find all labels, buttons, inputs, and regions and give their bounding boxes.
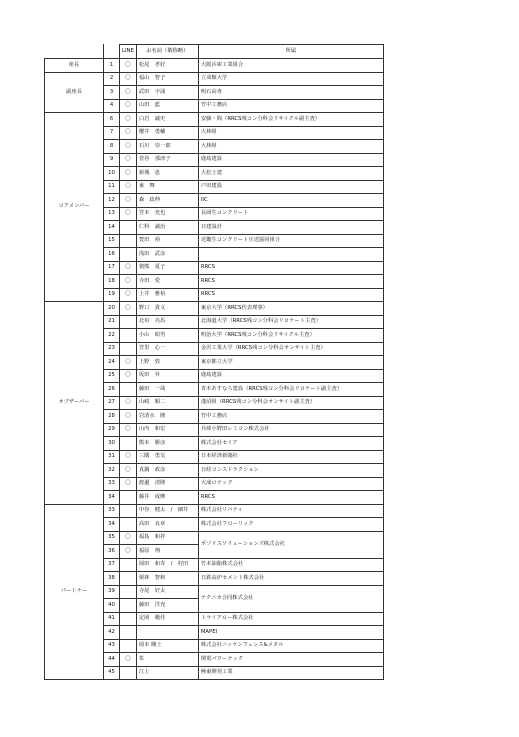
line-mark: [120, 504, 137, 518]
row-number: 10: [104, 167, 120, 181]
row-number: 19: [104, 288, 120, 302]
member-affiliation: 東京大学（RRCS代表理事）: [198, 302, 383, 316]
member-affiliation: RRCS: [198, 275, 383, 289]
line-mark: [120, 585, 137, 599]
member-affiliation: 明石高専: [198, 86, 383, 100]
member-name: 小山 昭男: [136, 329, 198, 343]
line-mark: 〇: [120, 194, 137, 208]
line-mark: 〇: [120, 464, 137, 478]
line-mark: [120, 221, 137, 235]
line-mark: [120, 599, 137, 613]
member-name: 武田 宇浦: [136, 86, 198, 100]
line-mark: [120, 558, 137, 572]
member-name: 新城 恵: [136, 167, 198, 181]
line-mark: [120, 248, 137, 262]
member-affiliation: 金沢工業大学（RRCS残コン分科会オンサイト主査）: [198, 342, 383, 356]
row-number: 1: [104, 59, 120, 73]
member-affiliation: 安藤・間（RRCS残コン分科会リサイクル副主査）: [198, 113, 383, 127]
member-affiliation: RRCS: [198, 261, 383, 275]
row-number: 2: [104, 72, 120, 86]
role-group-label: 座長: [45, 59, 104, 73]
line-mark: [120, 572, 137, 586]
row-number: 32: [104, 464, 120, 478]
member-affiliation: 株式会社セイア: [198, 437, 383, 451]
row-number: 16: [104, 248, 120, 262]
line-mark: 〇: [120, 113, 137, 127]
member-affiliation: 大成ロテック: [198, 477, 383, 491]
header-org: 所属: [198, 45, 383, 59]
table-row: [45, 504, 384, 518]
member-name: 藤田 洋充: [136, 599, 198, 613]
row-number: 18: [104, 275, 120, 289]
row-number: 33: [104, 504, 120, 518]
member-affiliation: 株式会社ニッケンフェンス&メタル: [198, 639, 383, 653]
table-row: [45, 302, 384, 316]
member-affiliation: 関電パワーテック: [198, 653, 383, 667]
member-name: 定岡 範佳: [136, 612, 198, 626]
row-number: 28: [104, 410, 120, 424]
row-number: 40: [104, 599, 120, 613]
member-affiliation: 青木あすなろ建設（RRCS残コン分科会リロケート副主査）: [198, 383, 383, 397]
member-affiliation: 日本経済新聞社: [198, 450, 383, 464]
member-affiliation: [198, 248, 383, 262]
member-name: 山内 和宏: [136, 423, 198, 437]
line-mark: [120, 383, 137, 397]
member-name: 福山 智子: [136, 72, 198, 86]
line-mark: [120, 518, 137, 532]
member-affiliation: トライアロー株式会社: [198, 612, 383, 626]
header-line: LINE: [120, 45, 137, 59]
member-affiliation: 東京都立大学: [198, 356, 383, 370]
member-name: 土井 雅裕: [136, 288, 198, 302]
line-mark: 〇: [120, 356, 137, 370]
row-number: 14: [104, 221, 120, 235]
row-number: 25: [104, 369, 120, 383]
line-mark: [120, 639, 137, 653]
member-affiliation: RRCS: [198, 491, 383, 505]
line-mark: 〇: [120, 126, 137, 140]
member-name: 三隅 勇気: [136, 450, 198, 464]
row-number: 26: [104, 383, 120, 397]
member-name: 寺尾 好太: [136, 585, 198, 599]
row-number: 35: [104, 531, 120, 545]
line-mark: [120, 437, 137, 451]
row-number: 3: [104, 86, 120, 100]
member-name: 豊田 裕: [136, 234, 198, 248]
member-name: 熊本 勝彦: [136, 437, 198, 451]
member-affiliation: 兵庫小野田レミコン株式会社: [198, 423, 383, 437]
member-name: 北垣 亮馬: [136, 315, 198, 329]
row-number: 37: [104, 558, 120, 572]
row-number: 17: [104, 261, 120, 275]
member-name: 東 舞: [136, 180, 198, 194]
member-name: 岡本 剛士: [136, 639, 198, 653]
line-mark: 〇: [120, 207, 137, 221]
line-mark: 〇: [120, 545, 137, 559]
row-number: 21: [104, 315, 120, 329]
line-mark: [120, 342, 137, 356]
line-mark: 〇: [120, 477, 137, 491]
role-group-label: 副座長: [45, 72, 104, 113]
table-row: [45, 59, 384, 73]
member-name: 藤田 一哉: [136, 383, 198, 397]
member-affiliation: 鹿島建設: [198, 153, 383, 167]
member-name: 高田 良章: [136, 518, 198, 532]
member-table: [44, 44, 384, 680]
member-affiliation: 日経コンストラクション: [198, 464, 383, 478]
row-number: 13: [104, 207, 120, 221]
row-number: 24: [104, 356, 120, 370]
line-mark: 〇: [120, 86, 137, 100]
member-name: 山田 藍: [136, 99, 198, 113]
line-mark: [120, 329, 137, 343]
member-affiliation: 北海道大学（RRCS残コン分科会リロケート主査）: [198, 315, 383, 329]
member-affiliation: 竹本油脂株式会社: [198, 558, 383, 572]
member-name: 岩清水 隆: [136, 410, 198, 424]
header-blank-cell: [45, 45, 104, 59]
line-mark: 〇: [120, 180, 137, 194]
member-name: 福島 和祥: [136, 531, 198, 545]
row-number: 12: [104, 194, 120, 208]
row-number: 23: [104, 342, 120, 356]
member-name: 藤井 成摩: [136, 491, 198, 505]
member-name: 岡田 和寿 / 村田: [136, 558, 198, 572]
member-affiliation: 大阪兵庫工業組合: [198, 59, 383, 73]
member-affiliation: テクニカ合同株式会社: [198, 585, 383, 612]
row-number: 33: [104, 477, 120, 491]
line-mark: 〇: [120, 653, 137, 667]
member-affiliation: 戸田建設: [198, 180, 383, 194]
member-affiliation: 日鉄高炉セメント株式会社: [198, 572, 383, 586]
member-name: 坂田 昇: [136, 369, 198, 383]
member-affiliation: 大松土建: [198, 167, 383, 181]
line-mark: 〇: [120, 59, 137, 73]
member-name: 浅田 武彦: [136, 248, 198, 262]
line-mark: 〇: [120, 153, 137, 167]
member-name: [136, 626, 198, 640]
line-mark: 〇: [120, 369, 137, 383]
member-affiliation: 竹中工務店: [198, 410, 383, 424]
table-body: [45, 59, 384, 680]
member-affiliation: ポゾリスソリューションズ株式会社: [198, 531, 383, 558]
line-mark: 〇: [120, 167, 137, 181]
row-number: 31: [104, 450, 120, 464]
member-affiliation: IIC: [198, 194, 383, 208]
member-name: 森 政伸: [136, 194, 198, 208]
header-blank-cell: [104, 45, 120, 59]
row-number: 30: [104, 437, 120, 451]
member-affiliation: 近畿生コンクリート圧送協同組合: [198, 234, 383, 248]
member-name: 山崎 順二: [136, 396, 198, 410]
member-affiliation: 大林組: [198, 140, 383, 154]
row-number: 15: [104, 234, 120, 248]
line-mark: 〇: [120, 531, 137, 545]
row-number: 8: [104, 140, 120, 154]
line-mark: 〇: [120, 302, 137, 316]
row-number: 29: [104, 423, 120, 437]
row-number: 34: [104, 491, 120, 505]
line-mark: [120, 234, 137, 248]
member-name: 栗林 智和: [136, 572, 198, 586]
member-name: 中谷 健太 / 細井: [136, 504, 198, 518]
member-name: 渡邊 清隆: [136, 477, 198, 491]
member-affiliation: 淺沼組（RRCS残コン分科会オンサイト副主査）: [198, 396, 383, 410]
row-number: 38: [104, 572, 120, 586]
member-name: 松尾 孝好: [136, 59, 198, 73]
member-name: 真鍋 政彦: [136, 464, 198, 478]
member-affiliation: 明治大学（RRCS残コン分科会リサイクル主査）: [198, 329, 383, 343]
member-affiliation: 長岡生コンクリート: [198, 207, 383, 221]
row-number: 44: [104, 653, 120, 667]
member-affiliation: RRCS: [198, 288, 383, 302]
line-mark: [120, 612, 137, 626]
member-name: 猪熊 夏子: [136, 261, 198, 275]
table-row: [45, 113, 384, 127]
member-name: 宮里 心一: [136, 342, 198, 356]
line-mark: 〇: [120, 275, 137, 289]
line-mark: 〇: [120, 410, 137, 424]
row-number: 20: [104, 302, 120, 316]
member-name: 福原 翔: [136, 545, 198, 559]
member-affiliation: 立命館大学: [198, 72, 383, 86]
member-name: 石川 崇一郎: [136, 140, 198, 154]
row-number: 42: [104, 626, 120, 640]
row-number: 34: [104, 518, 120, 532]
member-name: 寺田 愛: [136, 275, 198, 289]
member-name: 野口 貴文: [136, 302, 198, 316]
member-name: 菅谷 那津子: [136, 153, 198, 167]
row-number: 4: [104, 99, 120, 113]
line-mark: [120, 315, 137, 329]
member-name: 峯: [136, 653, 198, 667]
member-name: 宮本 充也: [136, 207, 198, 221]
member-name: 仁科 誠治: [136, 221, 198, 235]
line-mark: 〇: [120, 261, 137, 275]
role-group-label: オブザーバー: [45, 302, 104, 505]
member-affiliation: 大林組: [198, 126, 383, 140]
row-number: 45: [104, 666, 120, 680]
line-mark: 〇: [120, 396, 137, 410]
line-mark: 〇: [120, 99, 137, 113]
member-name: 上野 敦: [136, 356, 198, 370]
row-number: 27: [104, 396, 120, 410]
row-number: 43: [104, 639, 120, 653]
line-mark: 〇: [120, 423, 137, 437]
line-mark: 〇: [120, 450, 137, 464]
member-affiliation: 株式会社フローリック: [198, 518, 383, 532]
member-name: 櫻井 勇輔: [136, 126, 198, 140]
table-header-row: [45, 45, 384, 59]
row-number: 22: [104, 329, 120, 343]
member-name: 白岩 誠史: [136, 113, 198, 127]
row-number: 36: [104, 545, 120, 559]
row-number: 9: [104, 153, 120, 167]
header-name: お名前（敬称略）: [136, 45, 198, 59]
line-mark: 〇: [120, 140, 137, 154]
row-number: 41: [104, 612, 120, 626]
row-number: 7: [104, 126, 120, 140]
member-affiliation: 極東開発工業: [198, 666, 383, 680]
member-affiliation: 日建設計: [198, 221, 383, 235]
member-affiliation: MAPEI: [198, 626, 383, 640]
row-number: 11: [104, 180, 120, 194]
line-mark: [120, 626, 137, 640]
line-mark: [120, 666, 137, 680]
line-mark: 〇: [120, 72, 137, 86]
role-group-label: パートナー: [45, 504, 104, 680]
member-affiliation: 株式会社リバティ: [198, 504, 383, 518]
line-mark: [120, 491, 137, 505]
row-number: 6: [104, 113, 120, 127]
row-number: 39: [104, 585, 120, 599]
member-affiliation: 鹿島建設: [198, 369, 383, 383]
table-row: [45, 72, 384, 86]
member-affiliation: 竹中工務店: [198, 99, 383, 113]
member-name: 江上: [136, 666, 198, 680]
role-group-label: コアメンバー: [45, 113, 104, 302]
line-mark: 〇: [120, 288, 137, 302]
